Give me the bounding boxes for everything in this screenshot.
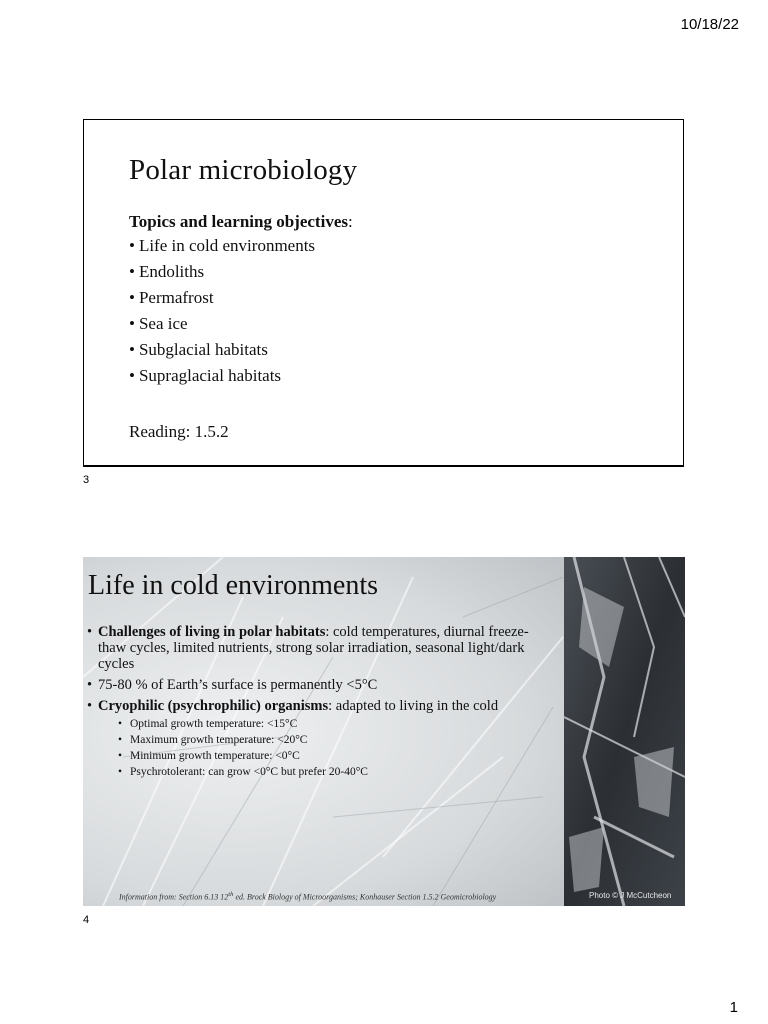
topics-heading xyxy=(129,212,353,232)
slide-number: 4 xyxy=(83,914,90,926)
list-item: • Permafrost xyxy=(129,288,214,307)
list-item xyxy=(85,677,555,693)
list-item: • Psychrotolerant: can grow <0°C but prefer 20-40°C xyxy=(118,764,555,780)
topic-label: Endoliths xyxy=(138,262,205,281)
source-footnote xyxy=(119,891,496,902)
list-item: • Minimum growth temperature: <0°C xyxy=(118,748,555,764)
bullet-bold: Challenges of living in polar habitats xyxy=(98,624,326,640)
bullet-list xyxy=(85,624,555,785)
list-item: • Supraglacial habitats xyxy=(129,366,282,385)
footnote-sup: th xyxy=(228,891,234,898)
slide-number: 3 xyxy=(83,474,90,486)
slide-4 xyxy=(83,557,685,906)
list-item xyxy=(85,698,555,780)
photo-credit: Photo © J McCutcheon xyxy=(589,891,672,900)
reading-note: Reading: 1.5.2 xyxy=(129,422,229,441)
list-item: • Subglacial habitats xyxy=(129,340,268,359)
page-number: 1 xyxy=(729,999,738,1016)
topic-label: Life in cold environments xyxy=(138,236,316,255)
footnote-text-end: ed. Brock Biology of Microorganisms; Konhauser Section 1.5.2 Geomicrobiology xyxy=(233,892,497,902)
slide-title: Life in cold environments xyxy=(88,570,379,601)
bullet-text: : cold temperatures, diurnal freeze-thaw cycles, limited nutrients, strong solar irradiation, seasonal light/dark cycles xyxy=(98,624,529,672)
bullet-text: : adapted to living in the cold xyxy=(328,698,499,714)
sub-bullet-list xyxy=(118,716,555,780)
list-item: • Maximum growth temperature: <20°C xyxy=(118,732,555,748)
list-item: • Sea ice xyxy=(129,314,188,333)
topic-label: Subglacial habitats xyxy=(138,340,268,359)
slide-title: Polar microbiology xyxy=(129,154,358,186)
list-item xyxy=(85,624,555,672)
topic-label: Supraglacial habitats xyxy=(138,366,282,385)
list-item: • Optimal growth temperature: <15°C xyxy=(118,716,555,732)
topic-label: Permafrost xyxy=(138,288,214,307)
topics-heading-colon: : xyxy=(347,212,353,231)
slide-content xyxy=(129,212,353,391)
footnote-text: Information from: Section 6.13 12 xyxy=(119,892,229,902)
bullet-text: 75-80 % of Earth’s surface is permanently <5°C xyxy=(98,677,378,693)
topic-label: Sea ice xyxy=(138,314,188,333)
ice-crystal-photo xyxy=(564,557,685,906)
topics-heading-text: Topics and learning objectives xyxy=(129,212,348,231)
slide-3 xyxy=(83,119,684,467)
list-item: • Life in cold environments xyxy=(129,236,316,255)
list-item: • Endoliths xyxy=(129,262,205,281)
bullet-bold: Cryophilic (psychrophilic) organisms xyxy=(98,698,329,714)
topics-list xyxy=(129,235,353,391)
header-date: 10/18/22 xyxy=(680,16,739,33)
